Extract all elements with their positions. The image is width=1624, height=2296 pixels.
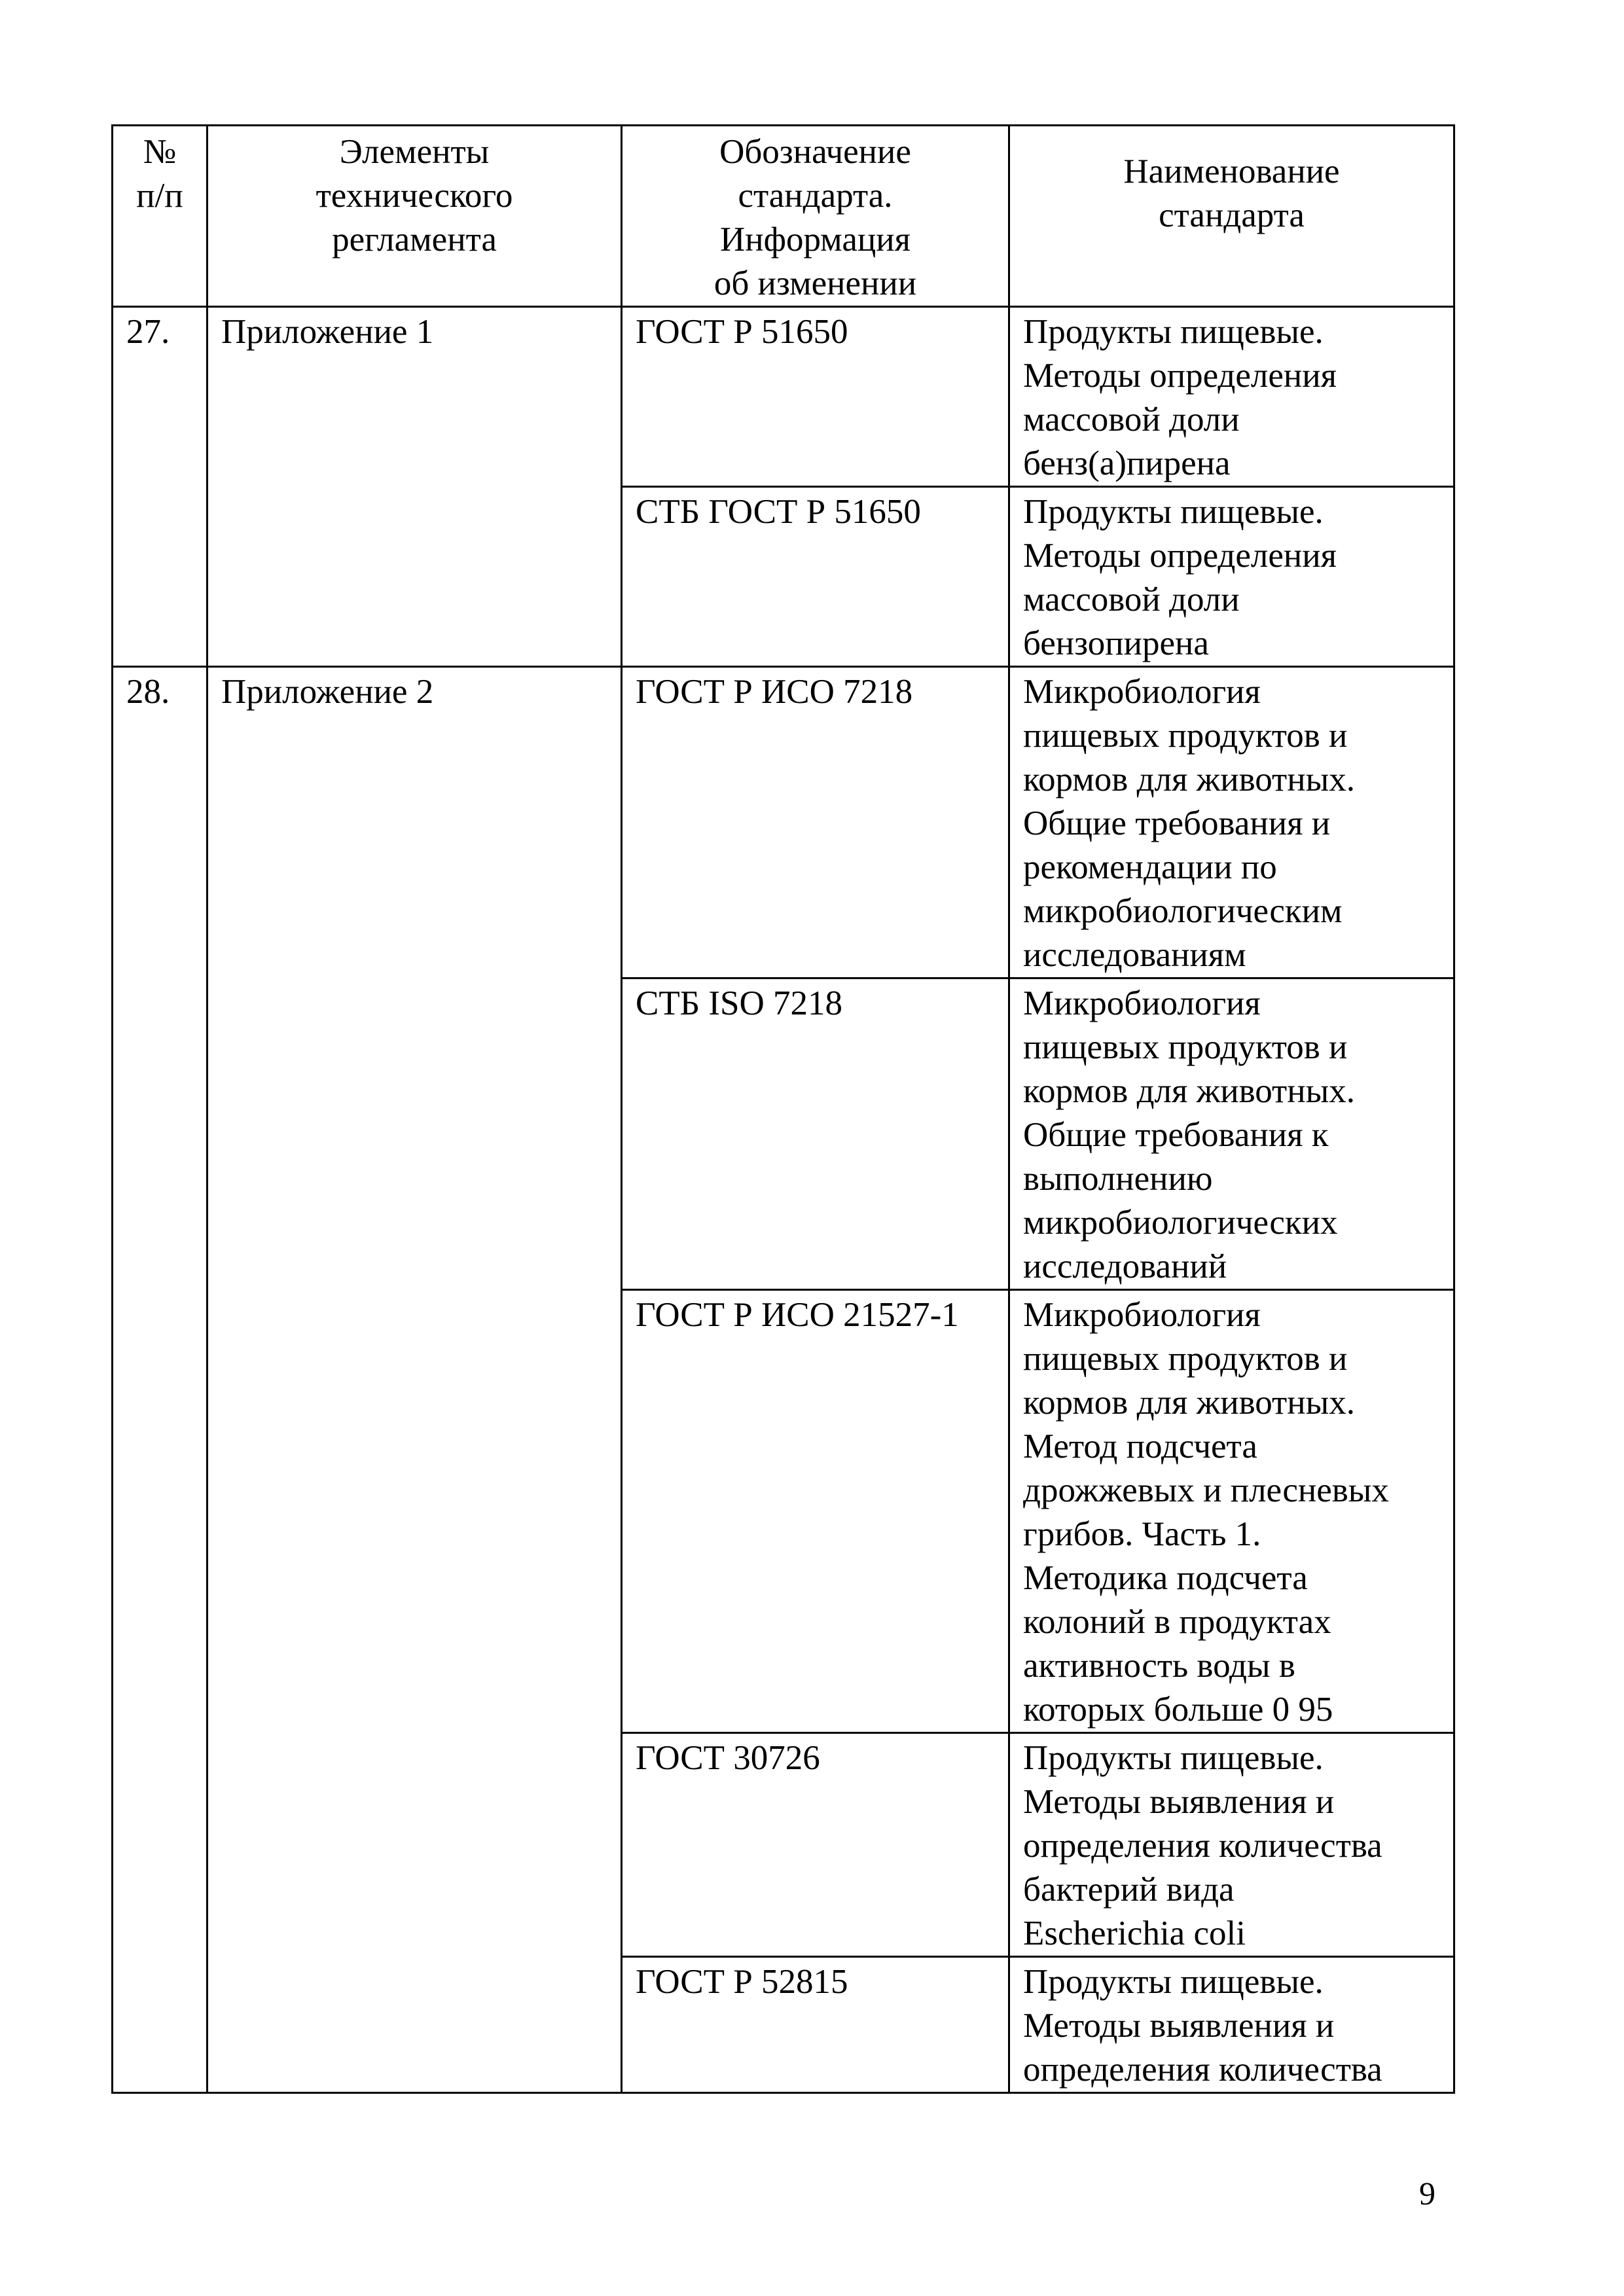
standard-name <box>1009 1733 1454 1957</box>
standard-name <box>1009 978 1454 1290</box>
name-line: кормов для животных. <box>1023 761 1355 798</box>
name-line: колоний в продуктах <box>1023 1603 1331 1641</box>
name-line: пищевых продуктов и <box>1023 1028 1348 1066</box>
header-line: регламента <box>332 221 497 259</box>
header-line: № <box>143 133 177 171</box>
header-line: стандарта. <box>738 177 893 215</box>
name-line: кормов для животных. <box>1023 1384 1355 1422</box>
row-element: Приложение 2 <box>208 667 622 2093</box>
standard-code: ГОСТ Р ИСО 7218 <box>622 667 1009 978</box>
name-line: Микробиология <box>1023 984 1261 1022</box>
name-line: Методы выявления и <box>1023 2007 1335 2045</box>
name-line: грибов. Часть 1. <box>1023 1515 1261 1553</box>
header-line: п/п <box>136 177 183 215</box>
name-line: бензопирена <box>1023 624 1209 662</box>
row-number: 27. <box>113 307 208 667</box>
name-line: исследованиям <box>1023 936 1246 974</box>
header-elements <box>208 126 622 307</box>
name-line: исследований <box>1023 1247 1227 1285</box>
name-line: Метод подсчета <box>1023 1427 1257 1465</box>
name-line: которых больше 0 95 <box>1023 1691 1333 1729</box>
name-line: Продукты пищевые. <box>1023 1963 1324 2001</box>
name-line: массовой доли <box>1023 581 1240 619</box>
header-line: Обозначение <box>719 133 911 171</box>
table-row <box>113 667 1454 978</box>
name-line: Методы определения <box>1023 357 1337 395</box>
header-line: Наименование <box>1123 152 1340 190</box>
standard-code: СТБ ГОСТ Р 51650 <box>622 487 1009 667</box>
name-line: определения количества <box>1023 2051 1382 2089</box>
name-line: Микробиология <box>1023 673 1261 711</box>
name-line: активность воды в <box>1023 1647 1295 1685</box>
name-line: Escherichia coli <box>1023 1914 1246 1952</box>
name-line: Методы выявления и <box>1023 1783 1335 1821</box>
header-line: Элементы <box>339 133 490 171</box>
name-line: пищевых продуктов и <box>1023 1340 1348 1378</box>
name-line: Продукты пищевые. <box>1023 493 1324 531</box>
header-line: стандарта <box>1159 196 1305 234</box>
standard-name <box>1009 307 1454 487</box>
standard-code: ГОСТ Р ИСО 21527-1 <box>622 1290 1009 1733</box>
name-line: кормов для животных. <box>1023 1072 1355 1110</box>
name-line: Методика подсчета <box>1023 1559 1308 1597</box>
name-line: Общие требования и <box>1023 804 1331 842</box>
name-line: бактерий вида <box>1023 1871 1235 1909</box>
name-line: пищевых продуктов и <box>1023 717 1348 755</box>
header-row <box>113 126 1454 307</box>
table-row <box>113 307 1454 487</box>
standard-code: ГОСТ Р 52815 <box>622 1957 1009 2093</box>
name-line: Общие требования к <box>1023 1116 1329 1154</box>
standard-code: ГОСТ 30726 <box>622 1733 1009 1957</box>
name-line: Продукты пищевые. <box>1023 313 1324 351</box>
standard-code: СТБ ISO 7218 <box>622 978 1009 1290</box>
header-line: Информация <box>720 221 911 259</box>
row-element: Приложение 1 <box>208 307 622 667</box>
header-name <box>1009 126 1454 307</box>
name-line: Микробиология <box>1023 1296 1261 1334</box>
standards-table <box>111 124 1455 2094</box>
standard-name <box>1009 1290 1454 1733</box>
name-line: рекомендации по <box>1023 848 1277 886</box>
name-line: микробиологических <box>1023 1204 1338 1242</box>
row-number: 28. <box>113 667 208 2093</box>
header-number <box>113 126 208 307</box>
name-line: дрожжевых и плесневых <box>1023 1471 1389 1509</box>
standard-name <box>1009 487 1454 667</box>
name-line: бенз(а)пирена <box>1023 444 1231 482</box>
name-line: определения количества <box>1023 1827 1382 1865</box>
name-line: выполнению <box>1023 1160 1213 1198</box>
header-line: технического <box>316 177 513 215</box>
header-line: об изменении <box>713 264 917 302</box>
page-number: 9 <box>1419 2175 1435 2212</box>
standard-name <box>1009 1957 1454 2093</box>
standard-name <box>1009 667 1454 978</box>
name-line: Продукты пищевые. <box>1023 1739 1324 1777</box>
name-line: микробиологическим <box>1023 892 1343 930</box>
name-line: Методы определения <box>1023 537 1337 575</box>
standard-code: ГОСТ Р 51650 <box>622 307 1009 487</box>
header-designation <box>622 126 1009 307</box>
name-line: массовой доли <box>1023 401 1240 439</box>
